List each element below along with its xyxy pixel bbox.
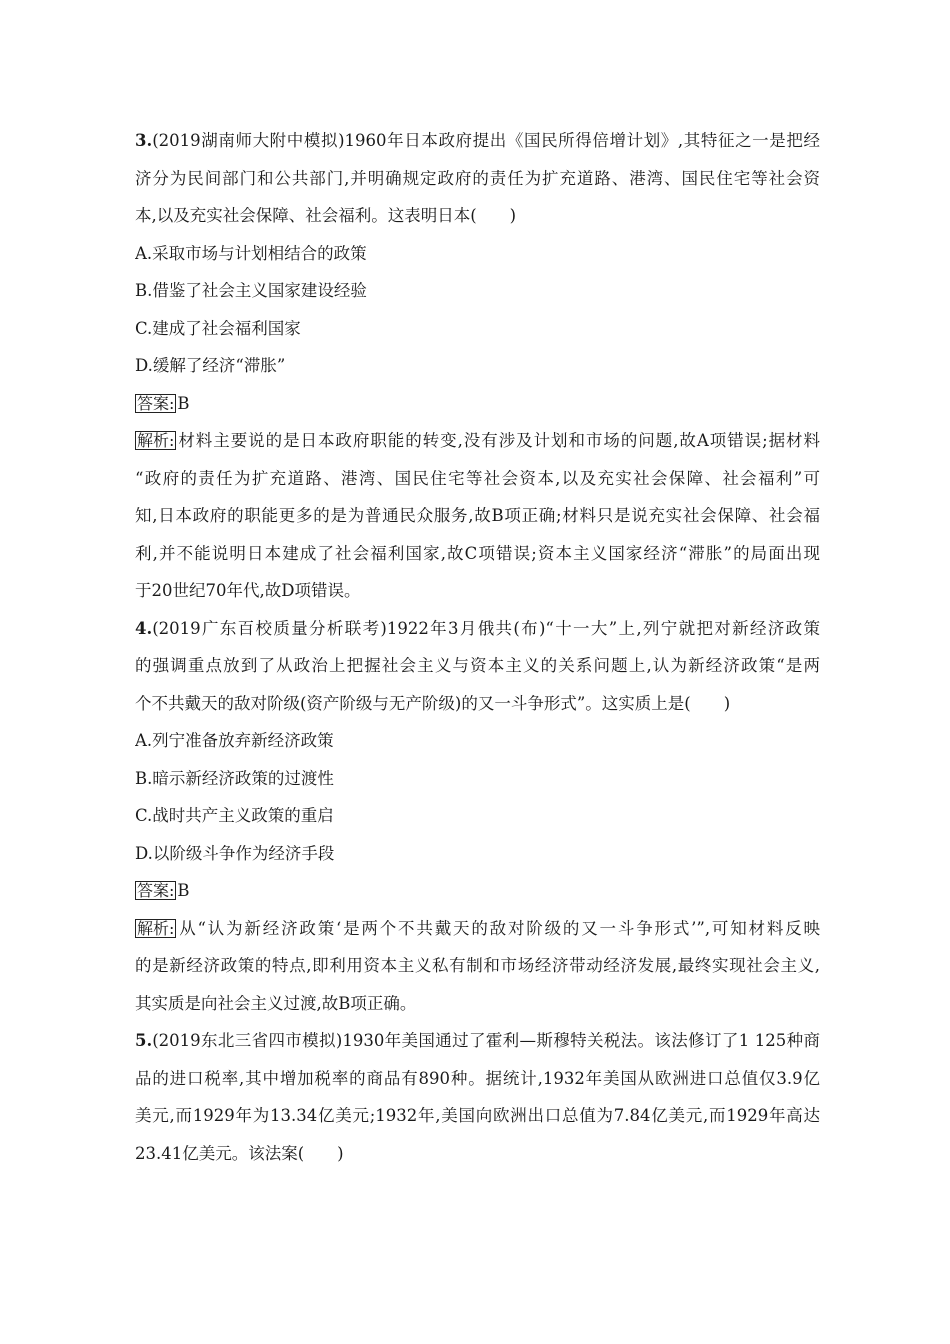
answer-value: B — [177, 393, 190, 413]
question-number: 5. — [135, 1031, 153, 1050]
answer-line — [135, 872, 820, 910]
option-b: B.暗示新经济政策的过渡性 — [135, 768, 334, 788]
analysis-line: 解析: 从“认为新经济政策‘是两个不共戴天的敌对阶级的又一斗争形式’”,可知材料反映 — [137, 918, 820, 938]
analysis-label: 解析: — [137, 431, 175, 450]
option-a: A.列宁准备放弃新经济政策 — [135, 731, 334, 750]
option-b: B.借鉴了社会主义国家建设经验 — [135, 281, 367, 300]
analysis-line: “政府的责任为扩充道路、港湾、国民住宅等社会资本,以及充实社会保障、社会福利”可 — [135, 468, 820, 488]
question-number: 4. — [135, 618, 153, 638]
question-stem-line: 的强调重点放到了从政治上把握社会主义与资本主义的关系问题上,认为新经济政策“是两 — [135, 656, 820, 675]
analysis-line: 其实质是向社会主义过渡,故B项正确。 — [135, 993, 417, 1013]
question-stem-line: 济分为民间部门和公共部门,并明确规定政府的责任为扩充道路、港湾、国民住宅等社会资 — [135, 168, 820, 188]
answer-value: B — [177, 881, 190, 900]
question-stem-line: 23.41亿美元。该法案( ) — [135, 1143, 344, 1163]
answer-label: 答案: — [137, 881, 175, 900]
question-stem-line: 本,以及充实社会保障、社会福利。这表明日本( ) — [135, 206, 517, 225]
question-stem-line: 品的进口税率,其中增加税率的商品有890种。据统计,1932年美国从欧洲进口总值仅3.9亿 — [135, 1068, 820, 1088]
question-stem-line: 美元,而1929年为13.34亿美元;1932年,美国向欧洲出口总值为7.84亿美元,而1929年高达 — [135, 1106, 820, 1125]
option-d: D.缓解了经济“滞胀” — [135, 356, 286, 375]
option-c: C.战时共产主义政策的重启 — [135, 806, 334, 825]
analysis-line: 于20世纪70年代,故D项错误。 — [135, 581, 361, 600]
question-number: 3. — [135, 131, 153, 150]
analysis-line: 知,日本政府的职能更多的是为普通民众服务,故B项正确;材料只是说充实社会保障、社会福 — [135, 506, 820, 525]
analysis-line: 解析: 材料主要说的是日本政府职能的转变,没有涉及计划和市场的问题,故A项错误;据材料 — [137, 431, 820, 450]
question-4 — [135, 610, 820, 1023]
analysis-line: 的是新经济政策的特点,即利用资本主义私有制和市场经济带动经济发展,最终实现社会主义, — [135, 956, 820, 975]
analysis-label: 解析: — [137, 918, 175, 938]
question-5 — [135, 1022, 820, 1172]
question-3 — [135, 122, 820, 610]
option-a: A.采取市场与计划相结合的政策 — [135, 243, 367, 263]
option-d: D.以阶级斗争作为经济手段 — [135, 843, 335, 863]
question-stem-line: 个不共戴天的敌对阶级(资产阶级与无产阶级)的又一斗争形式”。这实质上是( ) — [135, 693, 731, 713]
question-list — [135, 122, 820, 1172]
question-stem-line: 5.(2019东北三省四市模拟)1930年美国通过了霍利—斯穆特关税法。该法修订了1 125种商 — [135, 1031, 820, 1050]
question-stem-line: 4.(2019广东百校质量分析联考)1922年3月俄共(布)“十一大”上,列宁就把对新经济政策 — [135, 618, 820, 638]
analysis-line: 利,并不能说明日本建成了社会福利国家,故C项错误;资本主义国家经济“滞胀”的局面出现 — [135, 543, 820, 563]
question-stem-line: 3.(2019湖南师大附中模拟)1960年日本政府提出《国民所得倍增计划》,其特征之一是把经 — [135, 131, 820, 150]
answer-label: 答案: — [137, 393, 175, 413]
option-c: C.建成了社会福利国家 — [135, 318, 301, 338]
answer-line — [135, 385, 820, 423]
